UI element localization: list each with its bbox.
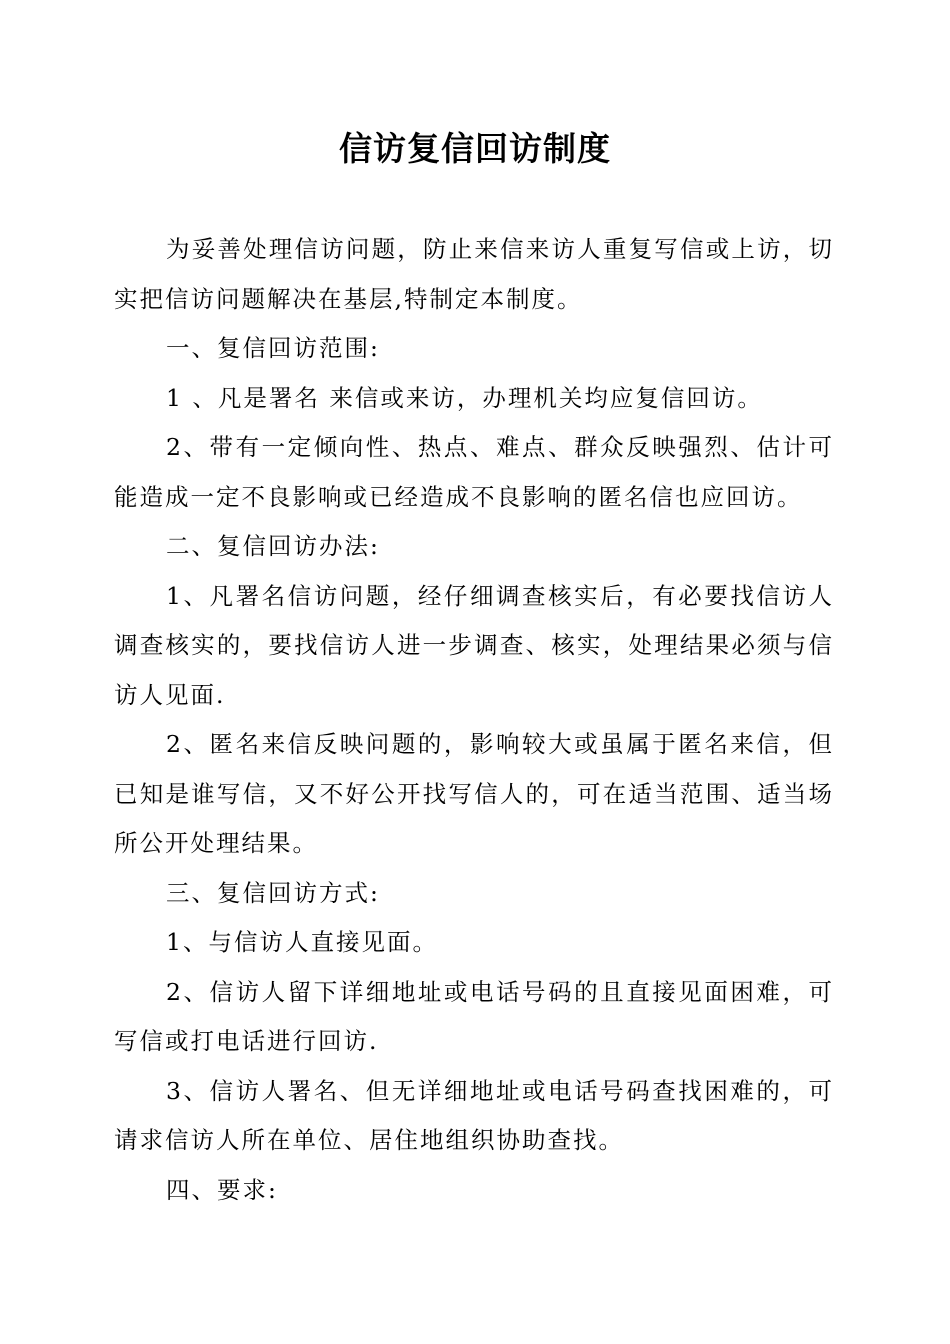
document-title: 信访复信回访制度 <box>339 129 611 168</box>
approach-item-1: 1、与信访人直接见面。 <box>166 928 438 956</box>
scope-item-1: 1 、凡是署名 来信或来访，办理机关均应复信回访。 <box>166 383 763 412</box>
section-heading-method: 二、复信回访办法: <box>166 532 380 560</box>
document-body <box>114 225 834 1215</box>
approach-item-2: 2、信访人留下详细地址或电话号码的且直接见面困难，可写信或打电话进行回访. <box>114 977 834 1055</box>
section-heading-requirements: 四、要求: <box>166 1175 278 1204</box>
method-item-2: 2、匿名来信反映问题的，影响较大或虽属于匿名来信，但已知是谁写信，又不好公开找写信人的，可在适当范围、适当场所公开处理结果。 <box>114 730 834 857</box>
intro-paragraph: 为妥善处理信访问题，防止来信来访人重复写信或上访，切实把信访问题解决在基层,特制定本制度。 <box>114 235 834 313</box>
section-heading-scope: 一、复信回访范围: <box>166 334 380 362</box>
section-heading-approach: 三、复信回访方式: <box>166 878 380 907</box>
method-item-1: 1、凡署名信访问题，经仔细调查核实后，有必要找信访人调查核实的，要找信访人进一步调查、核实，处理结果必须与信访人见面. <box>114 581 834 709</box>
approach-item-3: 3、信访人署名、但无详细地址或电话号码查找困难的，可请求信访人所在单位、居住地组织协助查找。 <box>114 1076 834 1154</box>
scope-item-2: 2、带有一定倾向性、热点、难点、群众反映强烈、估计可能造成一定不良影响或已经造成不良影响的匿名信也应回访。 <box>114 433 834 511</box>
